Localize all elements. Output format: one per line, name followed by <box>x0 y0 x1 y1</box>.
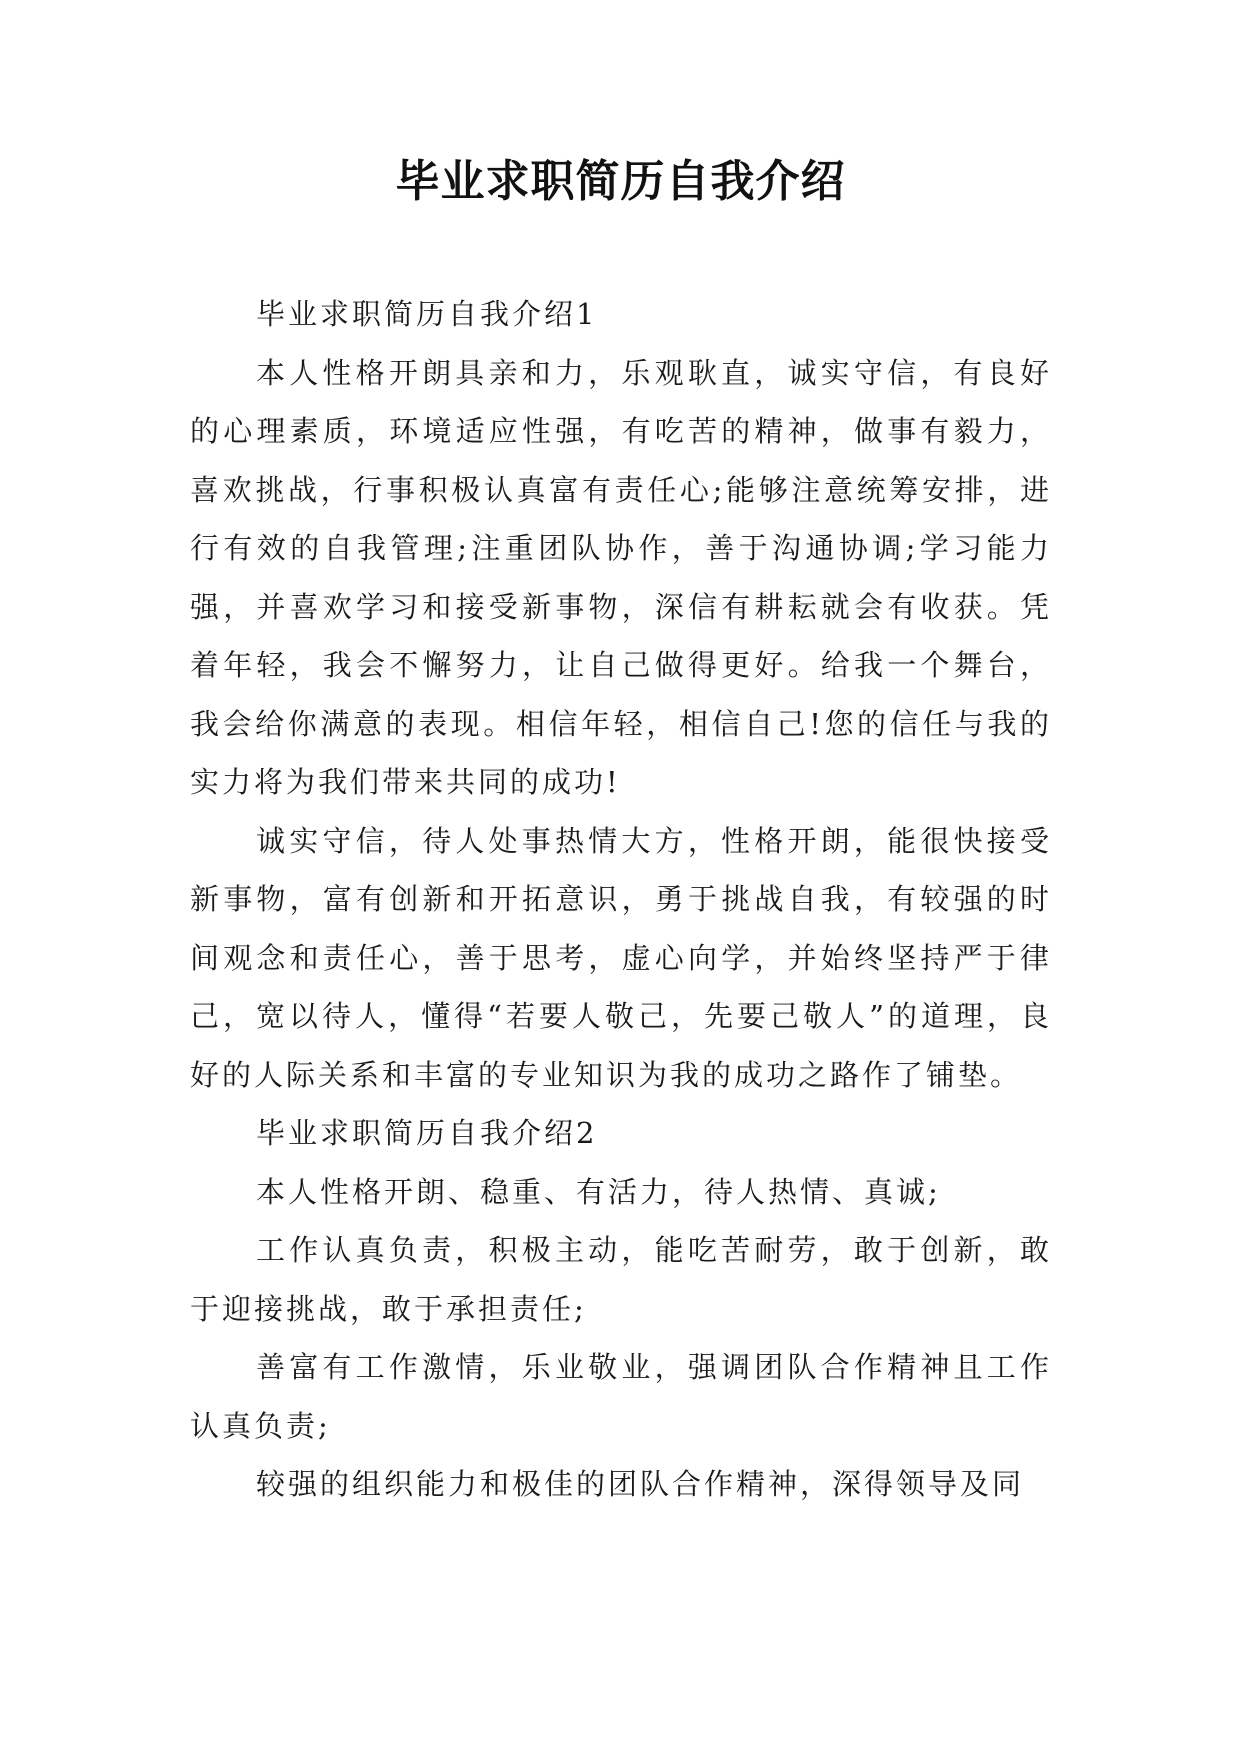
paragraph: 本人性格开朗具亲和力，乐观耿直，诚实守信，有良好的心理素质，环境适应性强，有吃苦的精神，做事有毅力，喜欢挑战，行事积极认真富有责任心;能够注意统筹安排，进行有效的自我管理;注重团队协作，善于沟通协调;学习能力强，并喜欢学习和接受新事物，深信有耕耘就会有收获。凭着年轻，我会不懈努力，让自己做得更好。给我一个舞台，我会给你满意的表现。相信年轻，相信自己!您的信任与我的实力将为我们带来共同的成功! <box>190 355 1052 799</box>
paragraph: 诚实守信，待人处事热情大方，性格开朗，能很快接受新事物，富有创新和开拓意识，勇于挑战自我，有较强的时间观念和责任心，善于思考，虚心向学，并始终坚持严于律己，宽以待人，懂得“若要人敬己，先要己敬人”的道理，良好的人际关系和丰富的专业知识为我的成功之路作了铺垫。 <box>190 823 1052 1092</box>
section-heading-1: 毕业求职简历自我介绍1 <box>256 297 598 331</box>
document-body <box>190 285 1052 1514</box>
paragraph: 本人性格开朗、稳重、有活力，待人热情、真诚; <box>256 1174 941 1209</box>
document-title: 毕业求职简历自我介绍 <box>395 156 846 207</box>
section-heading-2: 毕业求职简历自我介绍2 <box>256 1116 598 1150</box>
paragraph: 善富有工作激情，乐业敬业，强调团队合作精神且工作认真负责; <box>190 1350 1052 1443</box>
paragraph: 较强的组织能力和极佳的团队合作精神，深得领导及同 <box>256 1467 1025 1501</box>
paragraph: 工作认真负责，积极主动，能吃苦耐劳，敢于创新，敢于迎接挑战，敢于承担责任; <box>190 1233 1052 1326</box>
